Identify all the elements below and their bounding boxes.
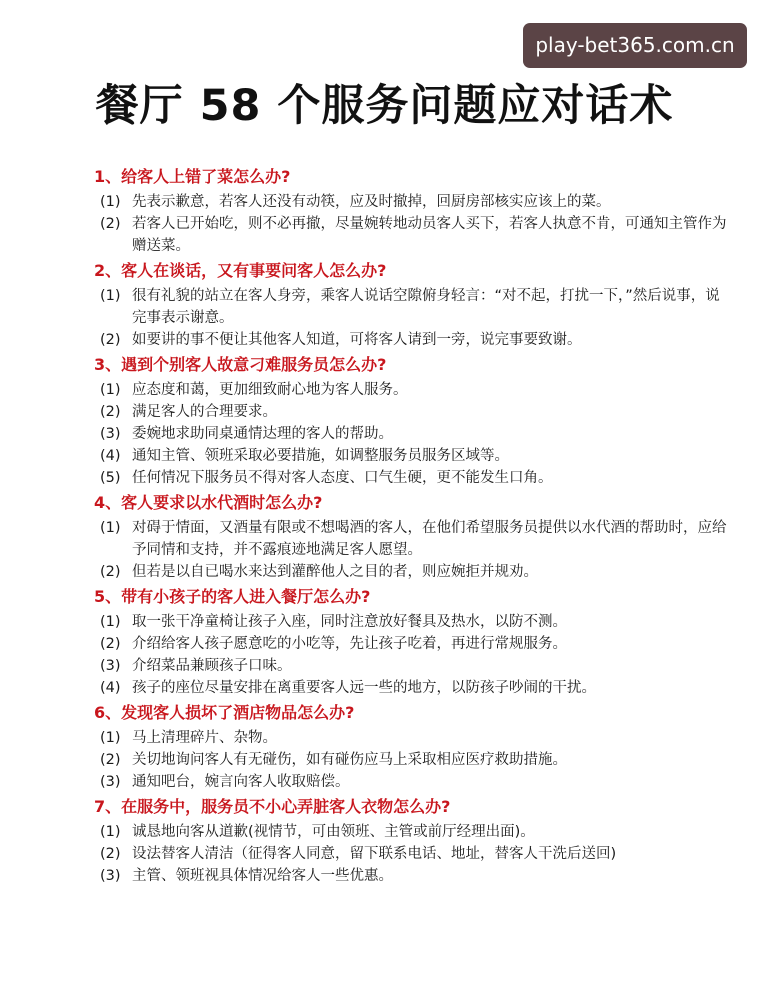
- answer-item: [100, 611, 734, 633]
- answer-item: [100, 655, 734, 677]
- item-number: (1): [100, 730, 121, 746]
- answer-item: [100, 749, 734, 771]
- item-number: (2): [100, 332, 121, 348]
- item-number: (1): [100, 520, 121, 536]
- answer-item: [100, 329, 734, 351]
- answer-item: [100, 517, 734, 561]
- item-text: 委婉地求助同桌通情达理的客人的帮助。: [132, 426, 393, 442]
- item-text: 马上清理碎片、杂物。: [132, 730, 277, 746]
- answer-item: [100, 467, 734, 489]
- answer-item: [100, 561, 734, 583]
- answer-item: [100, 771, 734, 793]
- item-number: (1): [100, 288, 121, 304]
- answer-item: [100, 191, 734, 213]
- item-number: (5): [100, 470, 121, 486]
- answer-item: [100, 633, 734, 655]
- document-body: [94, 165, 734, 889]
- item-number: (3): [100, 426, 121, 442]
- question-heading: 3、遇到个别客人故意刁难服务员怎么办?: [94, 355, 387, 374]
- item-text: 诚恳地向客从道歉(视情节，可由领班、主管或前厅经理出面)。: [132, 824, 535, 840]
- question-heading: 7、在服务中，服务员不小心弄脏客人衣物怎么办?: [94, 797, 451, 816]
- item-text: 主管、领班视具体情况给客人一些优惠。: [132, 868, 393, 884]
- watermark-badge: play-bet365.com.cn: [523, 23, 747, 68]
- answer-item: [100, 423, 734, 445]
- item-text: 如要讲的事不便让其他客人知道，可将客人请到一旁，说完事要致谢。: [132, 332, 582, 348]
- answer-item: [100, 865, 734, 887]
- item-text: 对碍于情面，又酒量有限或不想喝酒的客人，在他们希望服务员提供以水代酒的帮助时，应给予同情和支持，并不露痕迹地满足客人愿望。: [132, 520, 727, 558]
- question-heading: 6、发现客人损坏了酒店物品怎么办?: [94, 703, 355, 722]
- item-number: (4): [100, 448, 121, 464]
- page-title: 餐厅 58 个服务问题应对话术: [95, 81, 674, 131]
- answer-item: [100, 843, 734, 865]
- item-text: 应态度和蔼，更加细致耐心地为客人服务。: [132, 382, 408, 398]
- item-number: (1): [100, 614, 121, 630]
- item-number: (1): [100, 824, 121, 840]
- answer-item: [100, 445, 734, 467]
- section-5: [94, 585, 734, 699]
- answer-item: [100, 379, 734, 401]
- item-number: (1): [100, 382, 121, 398]
- question-heading: 5、带有小孩子的客人进入餐厅怎么办?: [94, 587, 371, 606]
- item-text: 若客人已开始吃，则不必再撤，尽量婉转地动员客人买下，若客人执意不肯，可通知主管作为赠送菜。: [132, 216, 727, 254]
- item-text: 取一张干净童椅让孩子入座，同时注意放好餐具及热水，以防不测。: [132, 614, 567, 630]
- item-number: (4): [100, 680, 121, 696]
- item-number: (3): [100, 774, 121, 790]
- item-text: 通知主管、领班采取必要措施，如调整服务员服务区域等。: [132, 448, 509, 464]
- item-text: 很有礼貌的站立在客人身旁，乘客人说话空隙俯身轻言：“对不起，打扰一下，”然后说事，说完事表示谢意。: [132, 288, 720, 326]
- answer-item: [100, 401, 734, 423]
- item-text: 介绍给客人孩子愿意吃的小吃等，先让孩子吃着，再进行常规服务。: [132, 636, 567, 652]
- answer-item: [100, 285, 734, 329]
- question-heading: 1、给客人上错了菜怎么办?: [94, 167, 291, 186]
- item-number: (2): [100, 846, 121, 862]
- item-number: (3): [100, 868, 121, 884]
- item-text: 设法替客人清洁（征得客人同意，留下联系电话、地址，替客人干洗后送回): [132, 846, 617, 862]
- item-number: (2): [100, 404, 121, 420]
- item-number: (2): [100, 636, 121, 652]
- item-number: (1): [100, 194, 121, 210]
- item-text: 满足客人的合理要求。: [132, 404, 277, 420]
- section-1: [94, 165, 734, 257]
- item-number: (2): [100, 216, 121, 232]
- section-2: [94, 259, 734, 351]
- item-number: (2): [100, 564, 121, 580]
- answer-item: [100, 821, 734, 843]
- section-6: [94, 701, 734, 793]
- item-text: 介绍菜品兼顾孩子口味。: [132, 658, 292, 674]
- item-number: (3): [100, 658, 121, 674]
- item-text: 孩子的座位尽量安排在离重要客人远一些的地方，以防孩子吵闹的干扰。: [132, 680, 596, 696]
- item-text: 先表示歉意，若客人还没有动筷，应及时撤掉，回厨房部核实应该上的菜。: [132, 194, 611, 210]
- item-text: 关切地询问客人有无碰伤，如有碰伤应马上采取相应医疗救助措施。: [132, 752, 567, 768]
- section-4: [94, 491, 734, 583]
- answer-item: [100, 677, 734, 699]
- answer-item: [100, 213, 734, 257]
- question-heading: 2、客人在谈话，又有事要问客人怎么办?: [94, 261, 387, 280]
- item-number: (2): [100, 752, 121, 768]
- section-3: [94, 353, 734, 489]
- item-text: 任何情况下服务员不得对客人态度、口气生硬，更不能发生口角。: [132, 470, 553, 486]
- item-text: 但若是以自已喝水来达到灌醉他人之目的者，则应婉拒并规劝。: [132, 564, 538, 580]
- question-heading: 4、客人要求以水代酒时怎么办?: [94, 493, 323, 512]
- section-7: [94, 795, 734, 887]
- answer-item: [100, 727, 734, 749]
- item-text: 通知吧台，婉言向客人收取赔偿。: [132, 774, 350, 790]
